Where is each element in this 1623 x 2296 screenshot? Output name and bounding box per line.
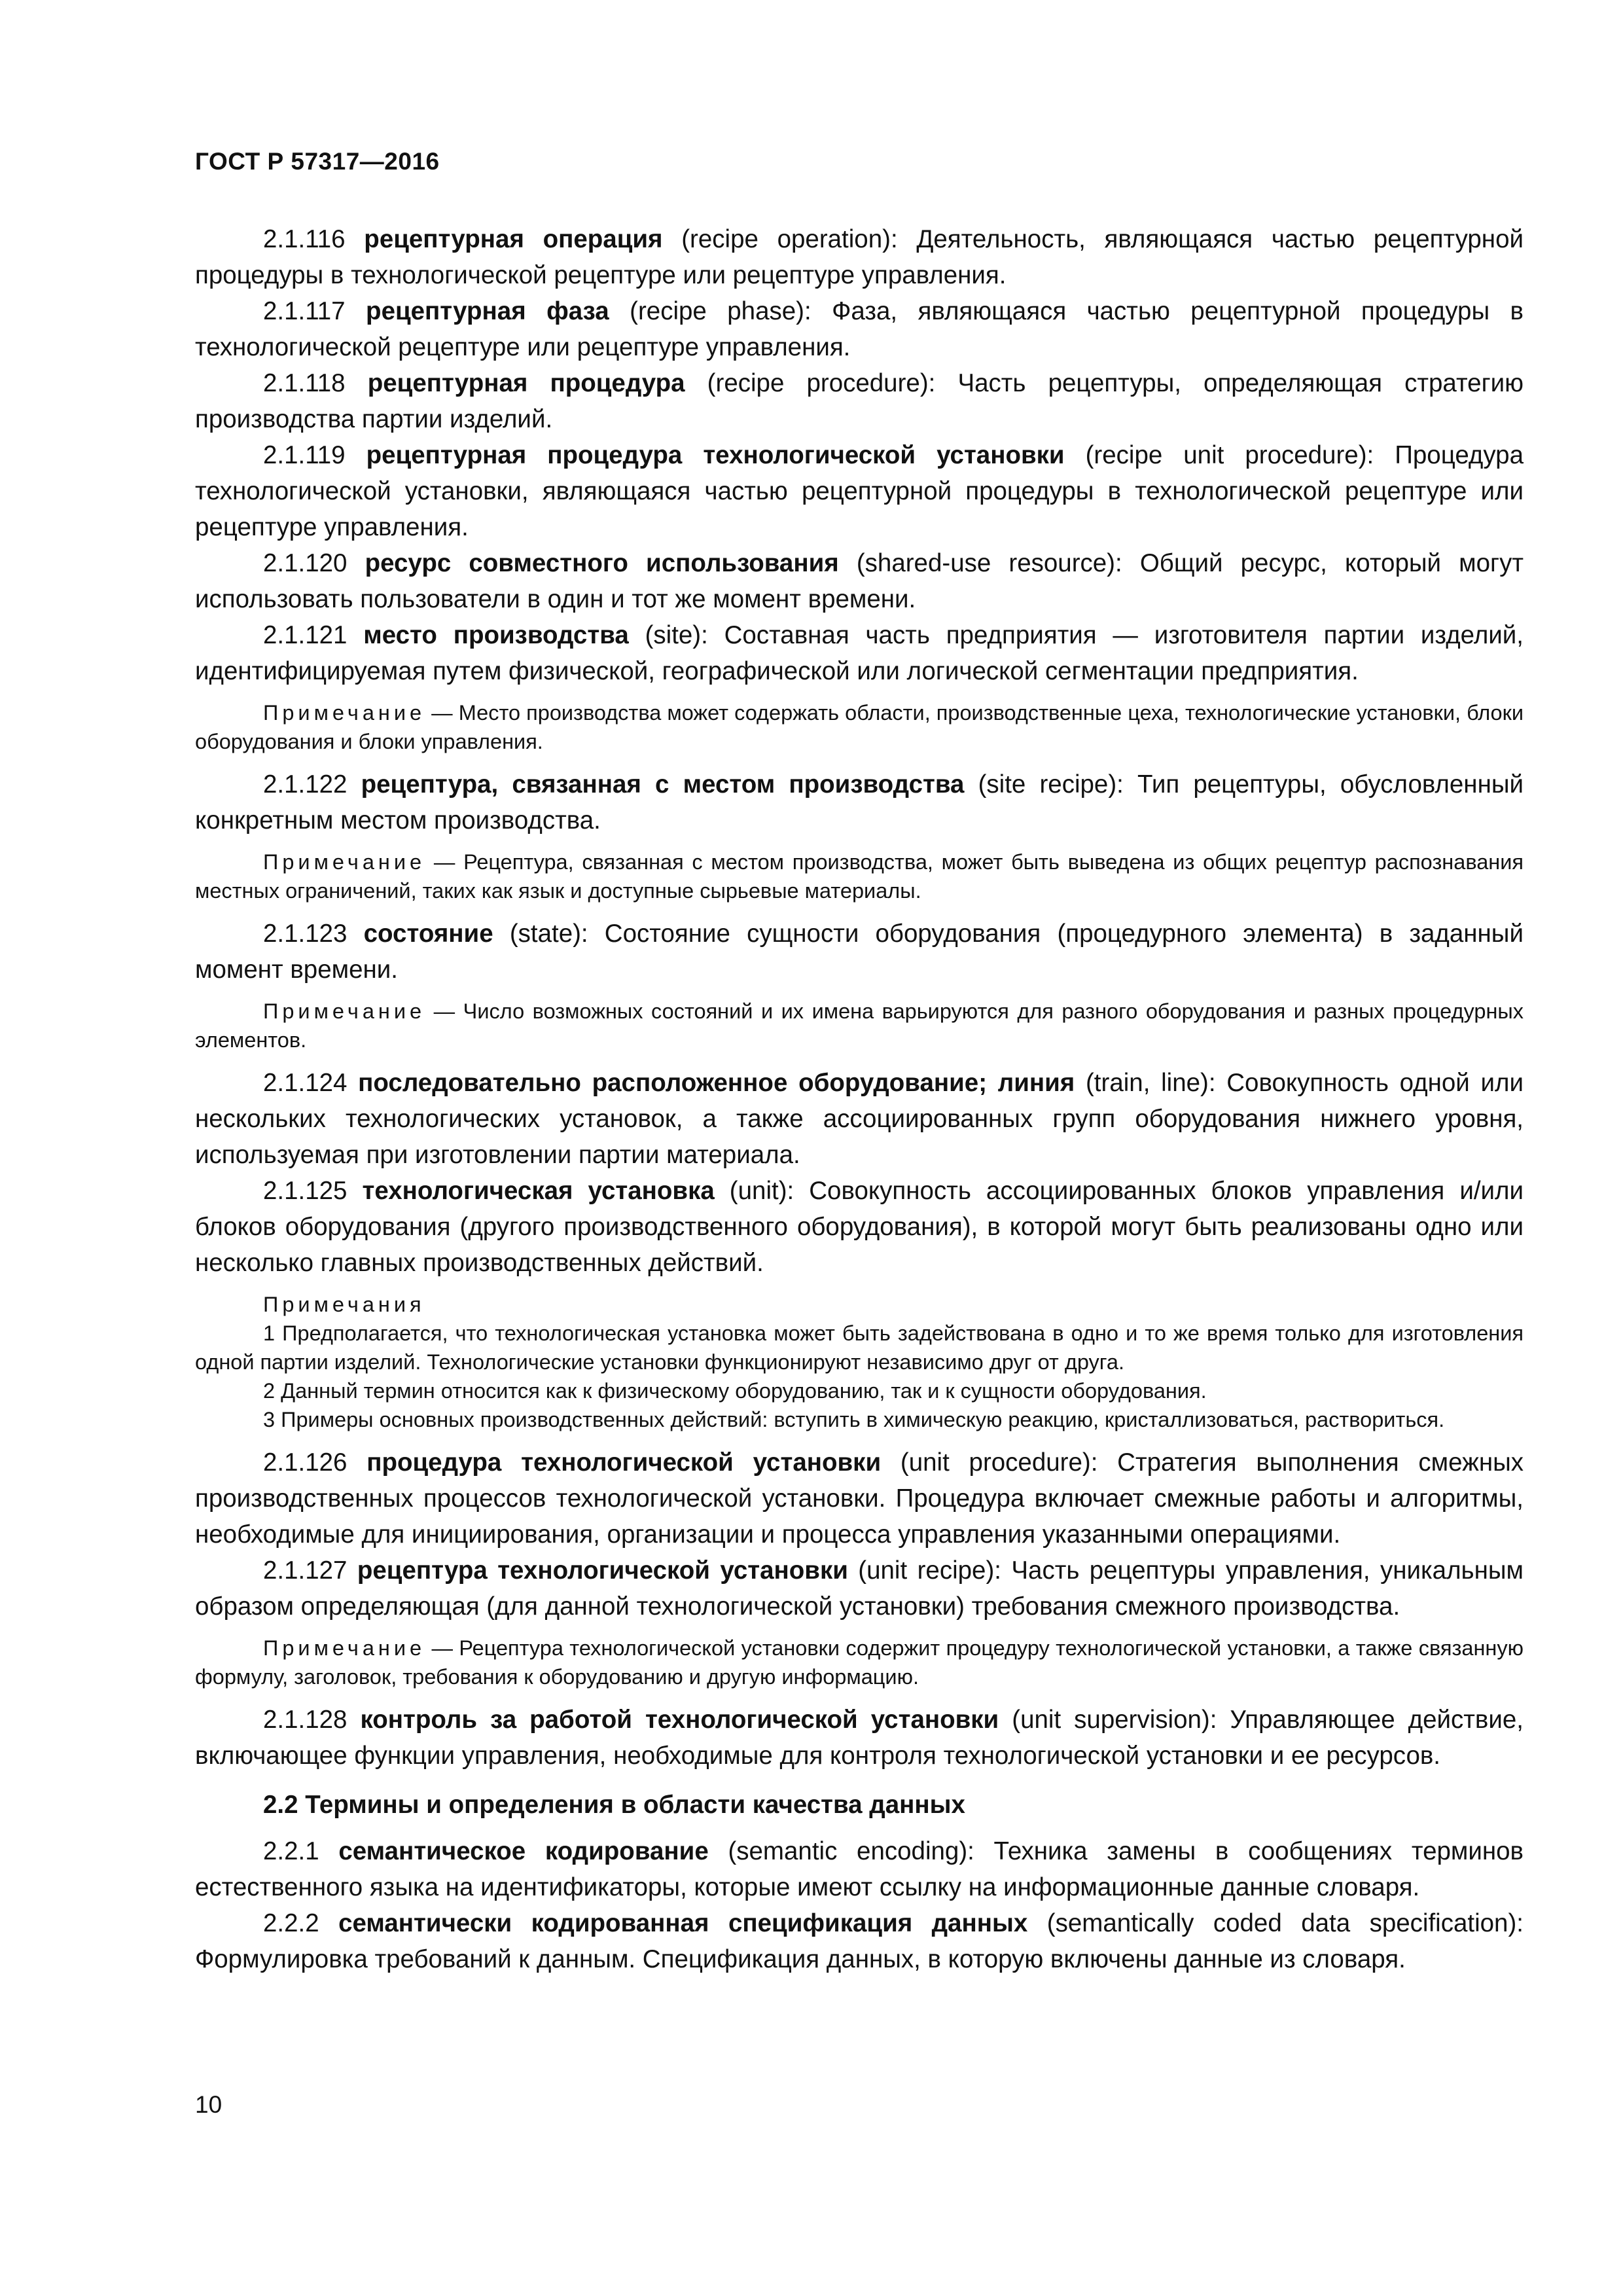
term-number: 2.1.117 <box>263 297 346 325</box>
term-number: 2.1.125 <box>263 1177 348 1205</box>
term-name: семантическое кодирование <box>338 1837 709 1865</box>
term-entry <box>195 437 1524 545</box>
term-entry <box>195 221 1524 293</box>
page-number: 10 <box>195 2091 223 2118</box>
entries-2-2 <box>195 1833 1524 1977</box>
note-item: 2 Данный термин относится как к физическому оборудованию, так и к сущности оборудования. <box>263 1379 1207 1403</box>
term-number: 2.1.116 <box>263 225 346 253</box>
term-number: 2.1.124 <box>263 1069 348 1097</box>
term-name: рецептура, связанная с местом производства <box>361 770 965 798</box>
term-entry-122 <box>195 766 1524 838</box>
term-name: место производства <box>363 621 629 649</box>
term-number: 2.1.120 <box>263 549 348 577</box>
term-entry <box>195 1065 1524 1173</box>
term-name: ресурс совместного использования <box>365 549 839 577</box>
term-name: рецептура технологической установки <box>357 1556 848 1585</box>
term-entry <box>195 1552 1524 1624</box>
notes-125 <box>195 1290 1524 1434</box>
term-definition: (recipe unit procedure): Процедура технологической установки, являющаяся частью рецептурной процедуры в технологической рецептуре или рецептуре управления. <box>195 441 1524 541</box>
term-definition: (train, line): Совокупность одной или нескольких технологических установок, а также ассоциированных групп оборудования нижнего уровня, используемая при изготовлении партии материала. <box>195 1069 1524 1169</box>
term-definition: (unit): Совокупность ассоциированных блоков управления и/или блоков оборудования (другого производственного оборудования), в которой могут быть реализованы одно или несколько главных производственных действий. <box>195 1177 1524 1277</box>
note-121 <box>195 698 1524 756</box>
term-definition: (recipe procedure): Часть рецептуры, определяющая стратегию производства партии изделий. <box>195 369 1524 433</box>
document-header: ГОСТ Р 57317—2016 <box>195 148 440 175</box>
term-name: рецептурная операция <box>364 225 663 253</box>
term-number: 2.1.118 <box>263 369 346 397</box>
term-name: технологическая установка <box>362 1177 715 1205</box>
note-label: Примечание <box>263 999 426 1023</box>
term-number: 2.2.2 <box>263 1909 319 1937</box>
term-number: 2.1.119 <box>263 441 346 469</box>
term-number: 2.1.121 <box>263 621 348 649</box>
term-name: процедура технологической установки <box>366 1448 882 1477</box>
term-name: рецептурная процедура <box>367 369 685 397</box>
term-definition: (shared-use resource): Общий ресурс, который могут использовать пользователи в один и тот же момент времени. <box>195 549 1524 613</box>
note-item: 3 Примеры основных производственных действий: вступить в химическую реакцию, кристаллизоваться, раствориться. <box>263 1408 1445 1431</box>
note-text: — Рецептура технологической установки содержит процедуру технологической установки, а также связанную формулу, заголовок, требования к оборудованию и другую информацию. <box>195 1636 1524 1689</box>
term-definition: (unit recipe): Часть рецептуры управления, уникальным образом определяющая (для данной технологической установки) требования смежного производства. <box>195 1556 1524 1621</box>
term-definition: (state): Состояние сущности оборудования (процедурного элемента) в заданный момент времени. <box>195 920 1524 984</box>
term-name: состояние <box>363 920 493 948</box>
note-item: 1 Предполагается, что технологическая установка может быть задействована в одно и то же время только для изготовления одной партии изделий. Технологические установки функционируют независимо друг от друга. <box>195 1321 1524 1374</box>
body-text <box>195 221 1524 1977</box>
term-definition: (unit supervision): Управляющее действие, включающее функции управления, необходимые для контроля технологической установки и ее ресурсов. <box>195 1706 1524 1770</box>
term-number: 2.1.122 <box>263 770 348 798</box>
entries-124-125 <box>195 1065 1524 1281</box>
entries-116-121 <box>195 221 1524 689</box>
section-title: 2.2 Термины и определения в области качества данных <box>263 1791 965 1819</box>
note-127 <box>195 1634 1524 1691</box>
note-122 <box>195 848 1524 905</box>
note-label: Примечание <box>263 1636 426 1660</box>
term-definition: (semantic encoding): Техника замены в сообщениях терминов естественного языка на идентификаторы, которые имеют ссылку на информационные данные словаря. <box>195 1837 1524 1901</box>
term-number: 2.1.128 <box>263 1706 348 1734</box>
term-entry <box>195 1444 1524 1552</box>
term-definition: (site recipe): Тип рецептуры, обусловленный конкретным местом производства. <box>195 770 1524 834</box>
term-definition: (recipe phase): Фаза, являющаяся частью рецептурной процедуры в технологической рецептуре или рецептуре управления. <box>195 297 1524 361</box>
term-number: 2.2.1 <box>263 1837 319 1865</box>
term-entry-128 <box>195 1702 1524 1774</box>
note-text: — Рецептура, связанная с местом производства, может быть выведена из общих рецептур распознавания местных ограничений, таких как язык и доступные сырьевые материалы. <box>195 850 1524 903</box>
term-definition: (semantically coded data specification): Формулировка требований к данным. Спецификация данных, в которую включены данные из словаря. <box>195 1909 1524 1973</box>
term-definition: (unit procedure): Стратегия выполнения смежных производственных процессов технологической установки. Процедура включает смежные работы и алгоритмы, необходимые для инициирования, организации и процесса управления указанными операциями. <box>195 1448 1524 1549</box>
term-name: последовательно расположенное оборудование; линия <box>358 1069 1075 1097</box>
note-123 <box>195 997 1524 1054</box>
note-text: — Число возможных состояний и их имена варьируются для разного оборудования и разных процедурных элементов. <box>195 999 1524 1052</box>
term-entry <box>195 617 1524 689</box>
term-definition: (site): Составная часть предприятия — изготовителя партии изделий, идентифицируемая путем физической, географической или логической сегментации предприятия. <box>195 621 1524 685</box>
term-number: 2.1.123 <box>263 920 348 948</box>
term-entry-123 <box>195 916 1524 988</box>
entries-126-127 <box>195 1444 1524 1624</box>
term-entry <box>195 1833 1524 1905</box>
notes-label: Примечания <box>263 1293 425 1316</box>
note-text: — Место производства может содержать области, производственные цеха, технологические установки, блоки оборудования и блоки управления. <box>195 701 1524 753</box>
term-number: 2.1.127 <box>263 1556 348 1585</box>
note-label: Примечание <box>263 850 426 874</box>
term-number: 2.1.126 <box>263 1448 348 1477</box>
term-name: рецептурная процедура технологической установки <box>366 441 1065 469</box>
term-name: рецептурная фаза <box>366 297 609 325</box>
note-label: Примечание <box>263 701 426 725</box>
term-entry <box>195 1173 1524 1281</box>
term-entry <box>195 293 1524 365</box>
term-entry <box>195 365 1524 437</box>
term-entry <box>195 1905 1524 1977</box>
term-definition: (recipe operation): Деятельность, являющаяся частью рецептурной процедуры в технологической рецептуре или рецептуре управления. <box>195 225 1524 289</box>
term-entry <box>195 545 1524 617</box>
term-name: семантически кодированная спецификация данных <box>338 1909 1028 1937</box>
term-name: контроль за работой технологической установки <box>360 1706 999 1734</box>
